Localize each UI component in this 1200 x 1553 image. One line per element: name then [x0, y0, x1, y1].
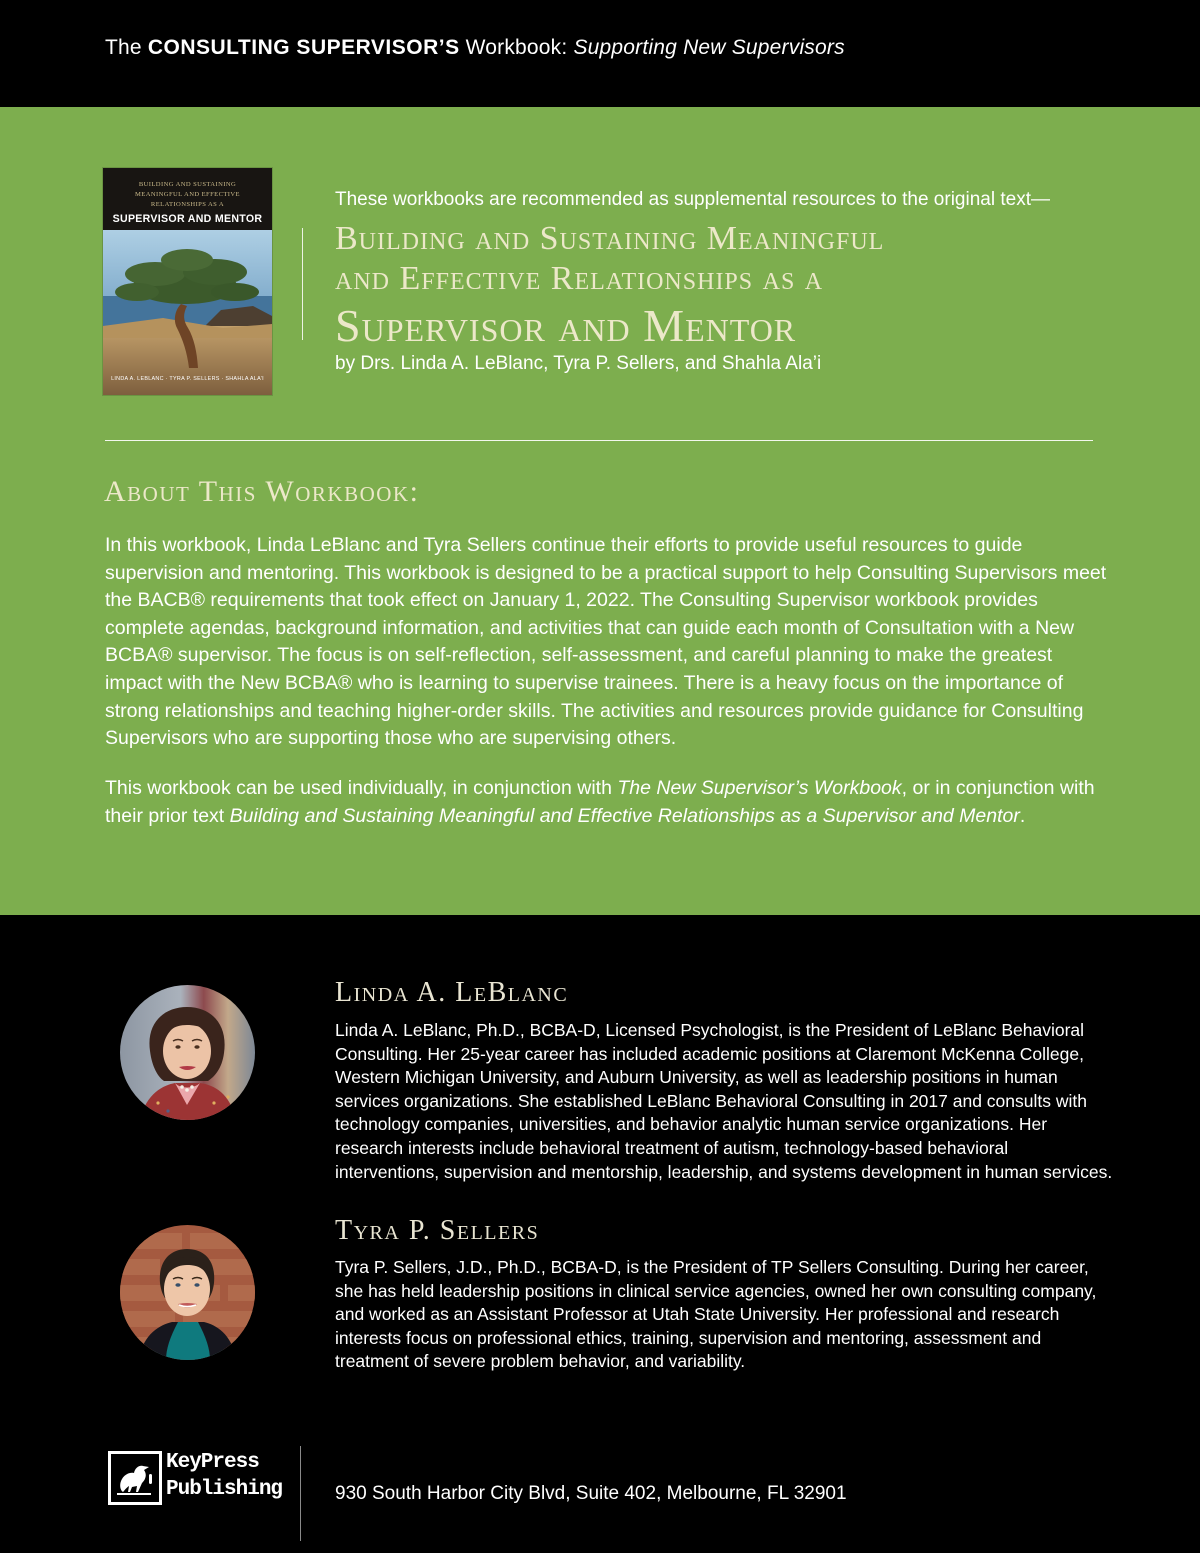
para2-title-1: The New Supervisor’s Workbook	[617, 777, 902, 799]
header-prefix: The	[105, 36, 148, 59]
header-middle: Workbook:	[459, 36, 574, 59]
footer-divider-line	[300, 1446, 301, 1541]
horizontal-rule	[105, 440, 1093, 441]
header-series: CONSULTING SUPERVISOR’S	[147, 36, 460, 59]
title-line-2: and Effective Relationships as a	[335, 260, 824, 297]
book-cover-art	[103, 168, 272, 395]
linda-bio: Linda A. LeBlanc, Ph.D., BCBA-D, Licensed Psychologist, is the President of LeBlanc Behavioral Consulting. Her 25-year career has included academic positions at Claremont McKenna College, Western Michigan University, and Auburn University, as well as leadership positions in human services organizations. She established LeBlanc Behavioral Consulting in 2017 and consults with technology companies, universities, and behavior analytic human service organizations. Her research interests include behavioral treatment of autism, technology-based behavioral interventions, supervision and mentorship, leadership, and systems development in human services.	[335, 1020, 1113, 1182]
para2-title-2: Building and Sustaining Meaningful and Effective Relationships as a Supervisor and Mentor	[229, 804, 1020, 827]
para2-seg-1: This workbook can be used individually, in conjunction with	[105, 777, 618, 799]
cover-small-line3: RELATIONSHIPS AS A	[150, 201, 225, 208]
para2-seg-3: .	[1019, 804, 1026, 827]
title-divider-line	[302, 228, 303, 340]
cover-authors-line: LINDA A. LEBLANC · TYRA P. SELLERS · SHAHLA ALA’I	[111, 376, 264, 382]
bird-icon	[111, 1454, 159, 1502]
title-line-3: Supervisor and Mentor	[335, 300, 797, 351]
logo-line-2: Publishing	[166, 1478, 283, 1501]
header-bar	[0, 0, 1200, 107]
about-heading: About This Workbook:	[104, 475, 420, 508]
authors-section	[0, 915, 1200, 1553]
tyra-sellers-photo	[120, 1225, 255, 1360]
header-subtitle: Supporting New Supervisors	[573, 36, 845, 59]
original-text-title	[335, 219, 884, 351]
linda-name-heading: Linda A. LeBlanc	[335, 977, 569, 1008]
book-cover-thumbnail	[103, 168, 272, 395]
recommendation-line: These workbooks are recommended as supplemental resources to the original text—	[335, 189, 1050, 210]
tyra-name-heading: Tyra P. Sellers	[335, 1215, 540, 1246]
tyra-bio: Tyra P. Sellers, J.D., Ph.D., BCBA-D, is the President of TP Sellers Consulting. During her career, she has held leadership positions in clinical service agencies, owned her own consulting company, and worked as an Assistant Professor at Utah State University. Her professional and research interests focus on professional ethics, training, supervision and mentoring, assessment and treatment of severe problem behavior, and variability.	[335, 1257, 1097, 1372]
linda-leblanc-photo	[120, 985, 255, 1120]
cover-small-line1: BUILDING AND SUSTAINING	[138, 181, 237, 188]
about-paragraph-2	[105, 775, 1107, 830]
green-band	[0, 107, 1200, 915]
about-paragraph-1: In this workbook, Linda LeBlanc and Tyra Sellers continue their efforts to provide useful resources to guide supervision and mentoring. This workbook is designed to be a practical support to help Consulting Supervisors meet the BACB® requirements that took effect on January 1, 2022. The Consulting Supervisor workbook provides complete agendas, background information, and activities that can guide each month of Consultation with a New BCBA® supervisor. The focus is on self-reflection, self-assessment, and careful planning to make the greatest impact with the New BCBA® who is learning to supervise trainees. There is a heavy focus on the importance of strong relationships and teaching higher-order skills. The activities and resources provide guidance for Consulting Supervisors who are supporting those who are supervising others.	[105, 534, 1107, 750]
publisher-address: 930 South Harbor City Blvd, Suite 402, Melbourne, FL 32901	[335, 1483, 847, 1504]
byline: by Drs. Linda A. LeBlanc, Tyra P. Sellers, and Shahla Ala’i	[335, 353, 822, 374]
cover-main-title: SUPERVISOR AND MENTOR	[112, 213, 263, 225]
title-line-1: Building and Sustaining Meaningful	[335, 220, 885, 257]
header-title	[105, 36, 845, 60]
logo-line-1: KeyPress	[166, 1451, 259, 1474]
para2-seg-2: , or in conjunction with their prior text	[105, 777, 1095, 827]
cover-small-line2: MEANINGFUL AND EFFECTIVE	[135, 191, 240, 198]
keypress-logo	[108, 1451, 162, 1505]
keypress-wordmark	[166, 1449, 282, 1503]
